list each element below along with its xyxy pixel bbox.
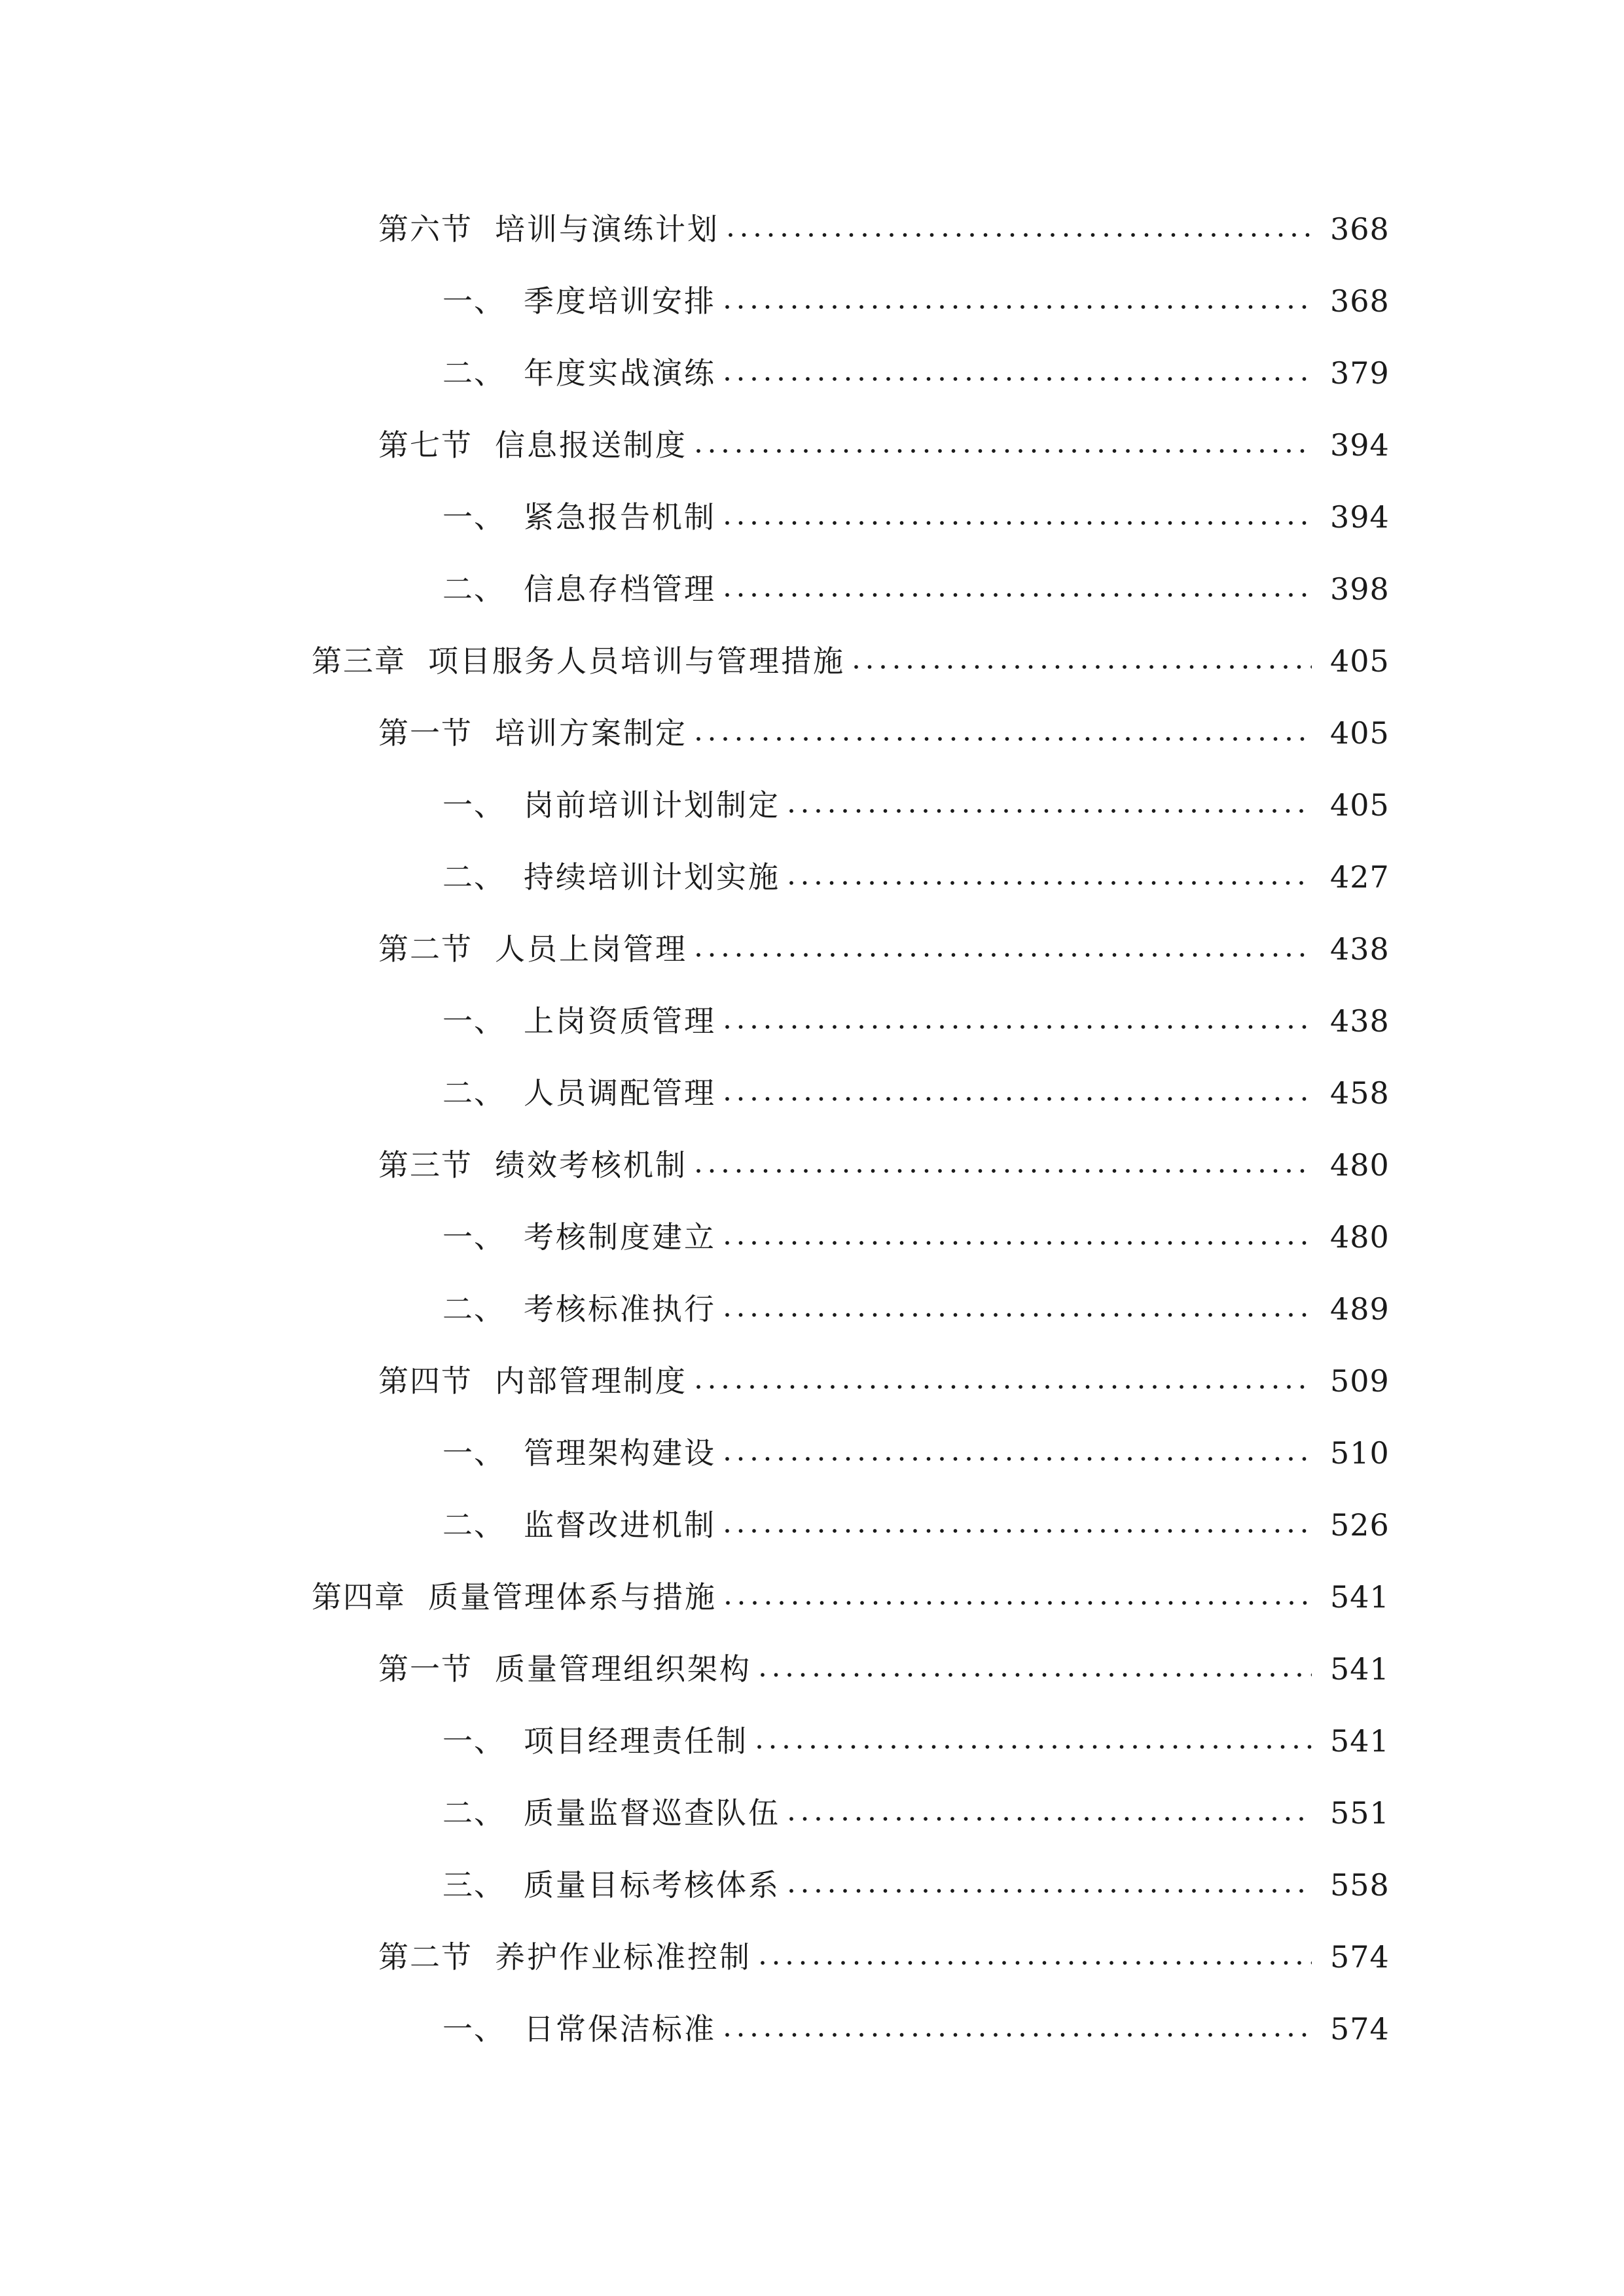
toc-entry-page: 574: [1330, 2011, 1390, 2047]
dot-leader: [725, 1025, 1312, 1029]
toc-entry-number: 一、: [442, 1435, 505, 1471]
toc-entry-number: 第三节: [378, 1147, 473, 1183]
dot-leader: [757, 1745, 1312, 1749]
toc-entry-number: 二、: [442, 1795, 505, 1831]
toc-entry-subsection[interactable]: [442, 553, 1390, 625]
dot-leader: [789, 881, 1312, 885]
toc-entry-subsection[interactable]: [442, 841, 1390, 913]
toc-entry-number: 一、: [442, 499, 505, 535]
toc-entry-title: 紧急报告机制: [524, 499, 716, 535]
toc-entry-title: 持续培训计划实施: [524, 859, 780, 895]
toc-entry-title: 岗前培训计划制定: [524, 787, 780, 823]
toc-entry-number: 第一节: [378, 715, 473, 751]
toc-entry-title: 上岗资质管理: [524, 1003, 716, 1039]
dot-leader: [725, 593, 1312, 597]
toc-entry-number: 第四章: [312, 1579, 406, 1615]
toc-entry-page: 510: [1330, 1435, 1390, 1471]
toc-entry-page: 541: [1330, 1579, 1390, 1615]
toc-entry-page: 398: [1330, 571, 1390, 607]
toc-entry-page: 394: [1330, 427, 1390, 463]
dot-leader: [789, 1889, 1312, 1893]
toc-entry-page: 509: [1330, 1363, 1390, 1399]
toc-entry-subsection[interactable]: [442, 1273, 1390, 1345]
toc-entry-subsection[interactable]: [442, 1489, 1390, 1561]
toc-entry-title: 质量管理组织架构: [495, 1651, 751, 1687]
toc-entry-page: 489: [1330, 1291, 1390, 1327]
toc-entry-section[interactable]: [378, 1345, 1390, 1417]
toc-entry-number: 二、: [442, 859, 505, 895]
toc-entry-page: 558: [1330, 1867, 1390, 1903]
dot-leader: [761, 1673, 1312, 1677]
toc-entry-section[interactable]: [378, 1129, 1390, 1201]
dot-leader: [696, 449, 1312, 453]
toc-entry-number: 一、: [442, 1723, 505, 1759]
toc-entry-number: 一、: [442, 283, 505, 319]
toc-entry-section[interactable]: [378, 409, 1390, 481]
toc-entry-subsection[interactable]: [442, 481, 1390, 553]
toc-entry-subsection[interactable]: [442, 985, 1390, 1057]
dot-leader: [725, 1529, 1312, 1533]
toc-entry-number: 第七节: [378, 427, 473, 463]
toc-entry-title: 考核标准执行: [524, 1291, 716, 1327]
toc-entry-number: 第二节: [378, 1939, 473, 1975]
toc-entry-page: 438: [1330, 1003, 1390, 1039]
dot-leader: [696, 953, 1312, 957]
toc-entry-title: 项目服务人员培训与管理措施: [428, 643, 845, 679]
toc-entry-page: 405: [1330, 715, 1390, 751]
dot-leader: [725, 1097, 1312, 1101]
toc-entry-title: 质量监督巡查队伍: [524, 1795, 780, 1831]
toc-entry-title: 季度培训安排: [524, 283, 716, 319]
toc-entry-title: 监督改进机制: [524, 1507, 716, 1543]
toc-entry-chapter[interactable]: [312, 1561, 1390, 1633]
toc-entry-title: 养护作业标准控制: [495, 1939, 751, 1975]
toc-entry-number: 一、: [442, 2011, 505, 2047]
toc-entry-subsection[interactable]: [442, 337, 1390, 409]
dot-leader: [725, 521, 1312, 525]
toc-entry-page: 438: [1330, 931, 1390, 967]
toc-entry-number: 一、: [442, 1219, 505, 1255]
dot-leader: [854, 665, 1312, 669]
dot-leader: [729, 233, 1312, 237]
toc-entry-subsection[interactable]: [442, 769, 1390, 841]
dot-leader: [696, 737, 1312, 741]
toc-entry-title: 考核制度建立: [524, 1219, 716, 1255]
toc-entry-chapter[interactable]: [312, 625, 1390, 697]
toc-entry-page: 541: [1330, 1651, 1390, 1687]
toc-entry-page: 379: [1330, 355, 1390, 391]
toc-entry-subsection[interactable]: [442, 1777, 1390, 1849]
toc-entry-title: 日常保洁标准: [524, 2011, 716, 2047]
toc-entry-section[interactable]: [378, 193, 1390, 265]
toc-entry-title: 年度实战演练: [524, 355, 716, 391]
toc-entry-page: 458: [1330, 1075, 1390, 1111]
toc-entry-number: 第二节: [378, 931, 473, 967]
toc-entry-subsection[interactable]: [442, 265, 1390, 337]
toc-entry-number: 一、: [442, 787, 505, 823]
dot-leader: [725, 1313, 1312, 1317]
toc-entry-title: 培训方案制定: [495, 715, 687, 751]
toc-entry-section[interactable]: [378, 697, 1390, 769]
toc-entry-title: 绩效考核机制: [495, 1147, 687, 1183]
toc-entry-page: 526: [1330, 1507, 1390, 1543]
dot-leader: [726, 1601, 1312, 1605]
toc-entry-subsection[interactable]: [442, 1993, 1390, 2065]
dot-leader: [789, 809, 1312, 813]
toc-entry-number: 二、: [442, 1291, 505, 1327]
toc-entry-title: 质量目标考核体系: [524, 1867, 780, 1903]
toc-entry-page: 574: [1330, 1939, 1390, 1975]
toc-entry-subsection[interactable]: [442, 1201, 1390, 1273]
dot-leader: [725, 305, 1312, 309]
toc-entry-number: 第一节: [378, 1651, 473, 1687]
toc-entry-title: 培训与演练计划: [495, 211, 719, 247]
toc-entry-subsection[interactable]: [442, 1849, 1390, 1921]
toc-entry-number: 二、: [442, 355, 505, 391]
toc-entry-subsection[interactable]: [442, 1417, 1390, 1489]
toc-entry-page: 368: [1330, 211, 1390, 247]
toc-entry-page: 368: [1330, 283, 1390, 319]
toc-entry-number: 第三章: [312, 643, 406, 679]
toc-entry-title: 项目经理责任制: [524, 1723, 748, 1759]
toc-entry-title: 内部管理制度: [495, 1363, 687, 1399]
toc-entry-page: 480: [1330, 1147, 1390, 1183]
toc-entry-page: 394: [1330, 499, 1390, 535]
dot-leader: [696, 1385, 1312, 1389]
toc-entry-number: 一、: [442, 1003, 505, 1039]
toc-entry-title: 信息存档管理: [524, 571, 716, 607]
toc-entry-section[interactable]: [378, 1921, 1390, 1993]
toc-entry-page: 480: [1330, 1219, 1390, 1255]
dot-leader: [761, 1961, 1312, 1965]
toc-entry-page: 541: [1330, 1723, 1390, 1759]
toc-entry-page: 551: [1330, 1795, 1390, 1831]
toc-entry-section[interactable]: [378, 1633, 1390, 1705]
toc-entry-number: 二、: [442, 1507, 505, 1543]
dot-leader: [725, 1457, 1312, 1461]
toc-entry-title: 质量管理体系与措施: [428, 1579, 717, 1615]
dot-leader: [789, 1817, 1312, 1821]
toc-entry-page: 427: [1330, 859, 1390, 895]
dot-leader: [696, 1169, 1312, 1173]
toc-entry-title: 管理架构建设: [524, 1435, 716, 1471]
toc-entry-section[interactable]: [378, 913, 1390, 985]
toc-entry-title: 人员上岗管理: [495, 931, 687, 967]
dot-leader: [725, 377, 1312, 381]
toc-entry-number: 第六节: [378, 211, 473, 247]
toc-entry-subsection[interactable]: [442, 1705, 1390, 1777]
toc-entry-page: 405: [1330, 643, 1390, 679]
toc-entry-title: 人员调配管理: [524, 1075, 716, 1111]
dot-leader: [725, 1241, 1312, 1245]
toc-entry-page: 405: [1330, 787, 1390, 823]
toc-entry-number: 二、: [442, 1075, 505, 1111]
toc-entry-title: 信息报送制度: [495, 427, 687, 463]
toc-entry-number: 二、: [442, 571, 505, 607]
toc-entry-number: 第四节: [378, 1363, 473, 1399]
toc-entry-subsection[interactable]: [442, 1057, 1390, 1129]
toc-entry-number: 三、: [442, 1867, 505, 1903]
dot-leader: [725, 2033, 1312, 2037]
